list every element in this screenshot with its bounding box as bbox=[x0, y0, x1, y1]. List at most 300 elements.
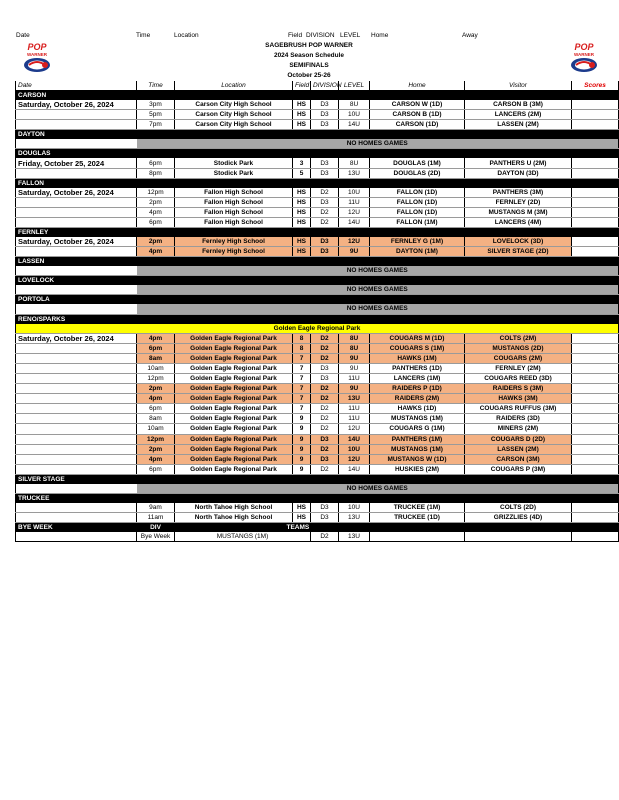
game-level: 12U bbox=[339, 237, 370, 247]
game-division: D2 bbox=[311, 384, 339, 394]
game-location: Golden Eagle Regional Park bbox=[175, 353, 293, 363]
game-time: 8am bbox=[137, 414, 175, 424]
game-division: D3 bbox=[311, 100, 339, 110]
game-level: 14U bbox=[339, 464, 370, 474]
home-team: FALLON (1D) bbox=[370, 207, 465, 217]
game-division: D2 bbox=[311, 353, 339, 363]
game-location: Golden Eagle Regional Park bbox=[175, 373, 293, 383]
game-date bbox=[16, 207, 137, 217]
game-location: North Tahoe High School bbox=[175, 503, 293, 513]
game-level: 14U bbox=[339, 434, 370, 444]
section-header-row bbox=[16, 276, 619, 286]
game-location: Golden Eagle Regional Park bbox=[175, 384, 293, 394]
game-date bbox=[16, 363, 137, 373]
game-time: 4pm bbox=[137, 247, 175, 257]
game-time: 10am bbox=[137, 363, 175, 373]
visitor-team: HAWKS (3M) bbox=[465, 394, 572, 404]
score-cell bbox=[572, 414, 619, 424]
game-row bbox=[16, 503, 619, 513]
game-division: D2 bbox=[311, 333, 339, 343]
game-division: D2 bbox=[311, 404, 339, 414]
game-location: Fallon High School bbox=[175, 207, 293, 217]
game-level: 11U bbox=[339, 373, 370, 383]
game-row bbox=[16, 207, 619, 217]
game-field: 7 bbox=[293, 394, 311, 404]
game-location: Golden Eagle Regional Park bbox=[175, 454, 293, 464]
visitor-team: PANTHERS U (2M) bbox=[465, 158, 572, 168]
home-team: DOUGLAS (1M) bbox=[370, 158, 465, 168]
game-location: Golden Eagle Regional Park bbox=[175, 343, 293, 353]
score-cell bbox=[572, 404, 619, 414]
game-level: 10U bbox=[339, 188, 370, 198]
game-level: 8U bbox=[339, 158, 370, 168]
game-level: 9U bbox=[339, 247, 370, 257]
section-name: DOUGLAS bbox=[16, 149, 619, 159]
header-label-date: Date bbox=[16, 32, 30, 39]
venue-banner-row bbox=[16, 324, 619, 334]
dates-title: October 25-26 bbox=[287, 72, 331, 79]
game-level: 9U bbox=[339, 353, 370, 363]
section-header-row bbox=[16, 257, 619, 267]
visitor-team: COUGARS RUFFUS (3M) bbox=[465, 404, 572, 414]
col-header-location: Location bbox=[175, 81, 293, 91]
empty-visitor-cell bbox=[465, 532, 572, 542]
game-field: 7 bbox=[293, 404, 311, 414]
home-team: COUGARS G (1M) bbox=[370, 424, 465, 434]
game-row bbox=[16, 110, 619, 120]
game-date bbox=[16, 503, 137, 513]
game-location: Carson City High School bbox=[175, 120, 293, 130]
bye-div-label: DIV bbox=[137, 523, 175, 533]
visitor-team: COUGARS D (2D) bbox=[465, 434, 572, 444]
game-date bbox=[16, 434, 137, 444]
game-time: 12pm bbox=[137, 434, 175, 444]
section-name: SILVER STAGE bbox=[16, 474, 619, 484]
game-location: Golden Eagle Regional Park bbox=[175, 333, 293, 343]
no-home-games-row bbox=[16, 304, 619, 314]
game-division: D3 bbox=[311, 168, 339, 178]
section-name: FERNLEY bbox=[16, 228, 619, 238]
bye-date-cell bbox=[16, 532, 137, 542]
game-level: 14U bbox=[339, 120, 370, 130]
game-field: 9 bbox=[293, 464, 311, 474]
score-cell bbox=[572, 363, 619, 373]
visitor-team: COUGARS REED (3D) bbox=[465, 373, 572, 383]
game-location: Fallon High School bbox=[175, 188, 293, 198]
game-row bbox=[16, 373, 619, 383]
home-team: PANTHERS (1M) bbox=[370, 434, 465, 444]
game-division: D2 bbox=[311, 343, 339, 353]
game-time: 5pm bbox=[137, 110, 175, 120]
game-date bbox=[16, 197, 137, 207]
game-level: 12U bbox=[339, 207, 370, 217]
game-field: 9 bbox=[293, 414, 311, 424]
score-cell bbox=[572, 100, 619, 110]
score-cell bbox=[572, 384, 619, 394]
game-location: Golden Eagle Regional Park bbox=[175, 434, 293, 444]
game-level: 11U bbox=[339, 414, 370, 424]
game-time: 2pm bbox=[137, 237, 175, 247]
no-home-games-label: NO HOMES GAMES bbox=[137, 484, 619, 494]
game-field: 7 bbox=[293, 363, 311, 373]
col-header-time: Time bbox=[137, 81, 175, 91]
game-level: 13U bbox=[339, 513, 370, 523]
game-time: 7pm bbox=[137, 120, 175, 130]
no-home-games-label: NO HOMES GAMES bbox=[137, 285, 619, 295]
col-header-field: Field bbox=[293, 81, 311, 91]
venue-banner: Golden Eagle Regional Park bbox=[16, 324, 619, 334]
score-cell bbox=[572, 532, 619, 542]
score-cell bbox=[572, 188, 619, 198]
score-cell bbox=[572, 168, 619, 178]
section-name: TRUCKEE bbox=[16, 494, 619, 504]
game-division: D3 bbox=[311, 363, 339, 373]
game-field: HS bbox=[293, 100, 311, 110]
score-cell bbox=[572, 237, 619, 247]
game-location: Golden Eagle Regional Park bbox=[175, 414, 293, 424]
game-row bbox=[16, 247, 619, 257]
game-field: 8 bbox=[293, 343, 311, 353]
game-field: 9 bbox=[293, 444, 311, 454]
game-location: Stodick Park bbox=[175, 158, 293, 168]
game-date bbox=[16, 247, 137, 257]
visitor-team: MUSTANGS (2D) bbox=[465, 343, 572, 353]
game-date bbox=[16, 110, 137, 120]
game-field: 9 bbox=[293, 424, 311, 434]
game-location: Fallon High School bbox=[175, 217, 293, 227]
home-team: FERNLEY G (1M) bbox=[370, 237, 465, 247]
section-header-row bbox=[16, 149, 619, 159]
game-row bbox=[16, 363, 619, 373]
game-time: 6pm bbox=[137, 158, 175, 168]
score-cell bbox=[572, 353, 619, 363]
empty-date-cell bbox=[16, 304, 137, 314]
visitor-team: RAIDERS (3D) bbox=[465, 414, 572, 424]
round-title: SEMIFINALS bbox=[289, 62, 329, 69]
column-header-row bbox=[16, 81, 619, 91]
section-name: LOVELOCK bbox=[16, 276, 619, 286]
game-division: D2 bbox=[311, 217, 339, 227]
score-cell bbox=[572, 343, 619, 353]
game-row bbox=[16, 444, 619, 454]
section-header-row bbox=[16, 178, 619, 188]
home-team: HAWKS (1D) bbox=[370, 404, 465, 414]
score-cell bbox=[572, 110, 619, 120]
home-team: HAWKS (1M) bbox=[370, 353, 465, 363]
home-team: MUSTANGS (1M) bbox=[370, 414, 465, 424]
bye-team: MUSTANGS (1M) bbox=[175, 532, 311, 542]
game-date: Saturday, October 26, 2024 bbox=[16, 188, 137, 198]
game-row bbox=[16, 464, 619, 474]
visitor-team: FERNLEY (2D) bbox=[465, 197, 572, 207]
section-name: CARSON bbox=[16, 91, 619, 101]
game-field: HS bbox=[293, 217, 311, 227]
game-location: Golden Eagle Regional Park bbox=[175, 424, 293, 434]
game-time: 6pm bbox=[137, 343, 175, 353]
home-team: FALLON (1M) bbox=[370, 217, 465, 227]
game-date bbox=[16, 120, 137, 130]
game-location: Golden Eagle Regional Park bbox=[175, 404, 293, 414]
game-row bbox=[16, 188, 619, 198]
game-location: Golden Eagle Regional Park bbox=[175, 464, 293, 474]
col-header-scores: Scores bbox=[572, 81, 619, 91]
game-location: Fallon High School bbox=[175, 197, 293, 207]
game-date bbox=[16, 513, 137, 523]
section-header-row bbox=[16, 295, 619, 305]
game-division: D3 bbox=[311, 454, 339, 464]
game-location: Golden Eagle Regional Park bbox=[175, 444, 293, 454]
header-label-location: Location bbox=[174, 32, 199, 39]
score-cell bbox=[572, 373, 619, 383]
bye-week-header-row bbox=[16, 523, 619, 533]
section-header-row bbox=[16, 494, 619, 504]
score-cell bbox=[572, 333, 619, 343]
game-row bbox=[16, 353, 619, 363]
game-division: D3 bbox=[311, 110, 339, 120]
game-field: HS bbox=[293, 513, 311, 523]
col-header-home: Home bbox=[370, 81, 465, 91]
visitor-team: LASSEN (2M) bbox=[465, 444, 572, 454]
home-team: MUSTANGS W (1D) bbox=[370, 454, 465, 464]
game-field: HS bbox=[293, 188, 311, 198]
game-level: 12U bbox=[339, 454, 370, 464]
game-level: 9U bbox=[339, 384, 370, 394]
logo-text-pop: POP bbox=[27, 42, 47, 52]
game-division: D2 bbox=[311, 444, 339, 454]
section-header-row bbox=[16, 314, 619, 324]
game-row bbox=[16, 217, 619, 227]
game-division: D2 bbox=[311, 207, 339, 217]
bye-week-row bbox=[16, 532, 619, 542]
game-level: 8U bbox=[339, 333, 370, 343]
game-location: Fernley High School bbox=[175, 237, 293, 247]
game-field: HS bbox=[293, 197, 311, 207]
home-team: LANCERS (1M) bbox=[370, 373, 465, 383]
game-level: 8U bbox=[339, 100, 370, 110]
game-level: 11U bbox=[339, 197, 370, 207]
game-level: 13U bbox=[339, 394, 370, 404]
game-date: Saturday, October 26, 2024 bbox=[16, 100, 137, 110]
game-time: 10am bbox=[137, 424, 175, 434]
game-date bbox=[16, 464, 137, 474]
game-date bbox=[16, 394, 137, 404]
game-time: 8am bbox=[137, 353, 175, 363]
game-date bbox=[16, 414, 137, 424]
game-division: D3 bbox=[311, 373, 339, 383]
home-team: COUGARS M (1D) bbox=[370, 333, 465, 343]
home-team: FALLON (1D) bbox=[370, 197, 465, 207]
game-level: 10U bbox=[339, 444, 370, 454]
visitor-team: COUGARS (2M) bbox=[465, 353, 572, 363]
game-field: HS bbox=[293, 207, 311, 217]
game-field: HS bbox=[293, 110, 311, 120]
score-cell bbox=[572, 217, 619, 227]
home-team: MUSTANGS (1M) bbox=[370, 444, 465, 454]
home-team: CARSON W (1D) bbox=[370, 100, 465, 110]
game-level: 10U bbox=[339, 503, 370, 513]
score-cell bbox=[572, 444, 619, 454]
col-header-division: DIVISION bbox=[311, 81, 339, 91]
game-row bbox=[16, 237, 619, 247]
game-row bbox=[16, 404, 619, 414]
game-field: 7 bbox=[293, 384, 311, 394]
game-date bbox=[16, 168, 137, 178]
game-date bbox=[16, 444, 137, 454]
visitor-team: SILVER STAGE (2D) bbox=[465, 247, 572, 257]
home-team: COUGARS S (1M) bbox=[370, 343, 465, 353]
game-row bbox=[16, 424, 619, 434]
section-name: LASSEN bbox=[16, 257, 619, 267]
game-time: 8pm bbox=[137, 168, 175, 178]
game-time: 9am bbox=[137, 503, 175, 513]
no-home-games-row bbox=[16, 139, 619, 149]
game-row bbox=[16, 333, 619, 343]
home-team: DAYTON (1M) bbox=[370, 247, 465, 257]
section-header-row bbox=[16, 228, 619, 238]
bye-teams-label: TEAMS bbox=[175, 523, 619, 533]
game-date bbox=[16, 353, 137, 363]
game-division: D3 bbox=[311, 237, 339, 247]
visitor-team: LOVELOCK (3D) bbox=[465, 237, 572, 247]
visitor-team: RAIDERS S (3M) bbox=[465, 384, 572, 394]
no-home-games-row bbox=[16, 266, 619, 276]
home-team: FALLON (1D) bbox=[370, 188, 465, 198]
score-cell bbox=[572, 424, 619, 434]
section-header-row bbox=[16, 91, 619, 101]
game-location: Carson City High School bbox=[175, 100, 293, 110]
section-header-row bbox=[16, 474, 619, 484]
org-title: SAGEBRUSH POP WARNER bbox=[265, 42, 353, 49]
game-row bbox=[16, 168, 619, 178]
col-header-date: Date bbox=[16, 81, 137, 91]
game-date: Friday, October 25, 2024 bbox=[16, 158, 137, 168]
game-location: Carson City High School bbox=[175, 110, 293, 120]
game-field: 9 bbox=[293, 454, 311, 464]
game-time: 4pm bbox=[137, 333, 175, 343]
game-level: 13U bbox=[339, 168, 370, 178]
game-date: Saturday, October 26, 2024 bbox=[16, 237, 137, 247]
visitor-team: LANCERS (2M) bbox=[465, 110, 572, 120]
schedule-table bbox=[15, 81, 619, 542]
game-time: 3pm bbox=[137, 100, 175, 110]
game-field: HS bbox=[293, 120, 311, 130]
home-team: CARSON (1D) bbox=[370, 120, 465, 130]
season-title: 2024 Season Schedule bbox=[273, 52, 345, 59]
section-name: RENO/SPARKS bbox=[16, 314, 619, 324]
visitor-team: MINERS (2M) bbox=[465, 424, 572, 434]
header-label-level: LEVEL bbox=[340, 32, 361, 39]
game-field: HS bbox=[293, 503, 311, 513]
pop-warner-logo-left bbox=[20, 41, 54, 75]
no-home-games-row bbox=[16, 285, 619, 295]
game-division: D2 bbox=[311, 414, 339, 424]
game-date bbox=[16, 454, 137, 464]
visitor-team: COUGARS P (3M) bbox=[465, 464, 572, 474]
game-date bbox=[16, 384, 137, 394]
visitor-team: CARSON B (3M) bbox=[465, 100, 572, 110]
game-time: 6pm bbox=[137, 464, 175, 474]
section-name: FALLON bbox=[16, 178, 619, 188]
bye-division: D2 bbox=[311, 532, 339, 542]
game-division: D3 bbox=[311, 503, 339, 513]
game-row bbox=[16, 414, 619, 424]
section-name: DAYTON bbox=[16, 130, 619, 140]
no-home-games-label: NO HOMES GAMES bbox=[137, 139, 619, 149]
game-division: D3 bbox=[311, 513, 339, 523]
game-field: 3 bbox=[293, 158, 311, 168]
game-time: 4pm bbox=[137, 394, 175, 404]
score-cell bbox=[572, 434, 619, 444]
game-division: D3 bbox=[311, 158, 339, 168]
no-home-games-row bbox=[16, 484, 619, 494]
logo-text-warner: WARNER bbox=[574, 52, 594, 57]
score-cell bbox=[572, 120, 619, 130]
game-field: 5 bbox=[293, 168, 311, 178]
home-team: RAIDERS (2M) bbox=[370, 394, 465, 404]
home-team: DOUGLAS (2D) bbox=[370, 168, 465, 178]
score-cell bbox=[572, 207, 619, 217]
game-field: 7 bbox=[293, 373, 311, 383]
game-time: 4pm bbox=[137, 454, 175, 464]
game-division: D2 bbox=[311, 424, 339, 434]
score-cell bbox=[572, 394, 619, 404]
visitor-team: CARSON (3M) bbox=[465, 454, 572, 464]
game-field: HS bbox=[293, 247, 311, 257]
empty-date-cell bbox=[16, 484, 137, 494]
game-location: Fernley High School bbox=[175, 247, 293, 257]
bye-label: Bye Week bbox=[137, 532, 175, 542]
home-team: HUSKIES (2M) bbox=[370, 464, 465, 474]
game-level: 11U bbox=[339, 404, 370, 414]
empty-date-cell bbox=[16, 266, 137, 276]
visitor-team: COLTS (2D) bbox=[465, 503, 572, 513]
no-home-games-label: NO HOMES GAMES bbox=[137, 304, 619, 314]
empty-date-cell bbox=[16, 139, 137, 149]
game-time: 2pm bbox=[137, 384, 175, 394]
game-time: 4pm bbox=[137, 207, 175, 217]
score-cell bbox=[572, 464, 619, 474]
game-date bbox=[16, 424, 137, 434]
game-row bbox=[16, 197, 619, 207]
score-cell bbox=[572, 454, 619, 464]
empty-home-cell bbox=[370, 532, 465, 542]
game-row bbox=[16, 384, 619, 394]
game-time: 2pm bbox=[137, 444, 175, 454]
visitor-team: LASSEN (2M) bbox=[465, 120, 572, 130]
home-team: RAIDERS P (1D) bbox=[370, 384, 465, 394]
game-field: 9 bbox=[293, 434, 311, 444]
game-row bbox=[16, 454, 619, 464]
game-time: 12pm bbox=[137, 373, 175, 383]
home-team: TRUCKEE (1D) bbox=[370, 513, 465, 523]
score-cell bbox=[572, 158, 619, 168]
score-cell bbox=[572, 247, 619, 257]
col-header-level: LEVEL bbox=[339, 81, 370, 91]
game-division: D2 bbox=[311, 394, 339, 404]
logo-text-pop: POP bbox=[574, 42, 594, 52]
game-field: HS bbox=[293, 237, 311, 247]
game-level: 8U bbox=[339, 343, 370, 353]
header-label-field: Field bbox=[288, 32, 303, 39]
section-name: PORTOLA bbox=[16, 295, 619, 305]
game-row bbox=[16, 434, 619, 444]
game-date: Saturday, October 26, 2024 bbox=[16, 333, 137, 343]
visitor-team: GRIZZLIES (4D) bbox=[465, 513, 572, 523]
game-time: 11am bbox=[137, 513, 175, 523]
col-header-visitor: Visitor bbox=[465, 81, 572, 91]
game-division: D3 bbox=[311, 197, 339, 207]
game-time: 6pm bbox=[137, 404, 175, 414]
